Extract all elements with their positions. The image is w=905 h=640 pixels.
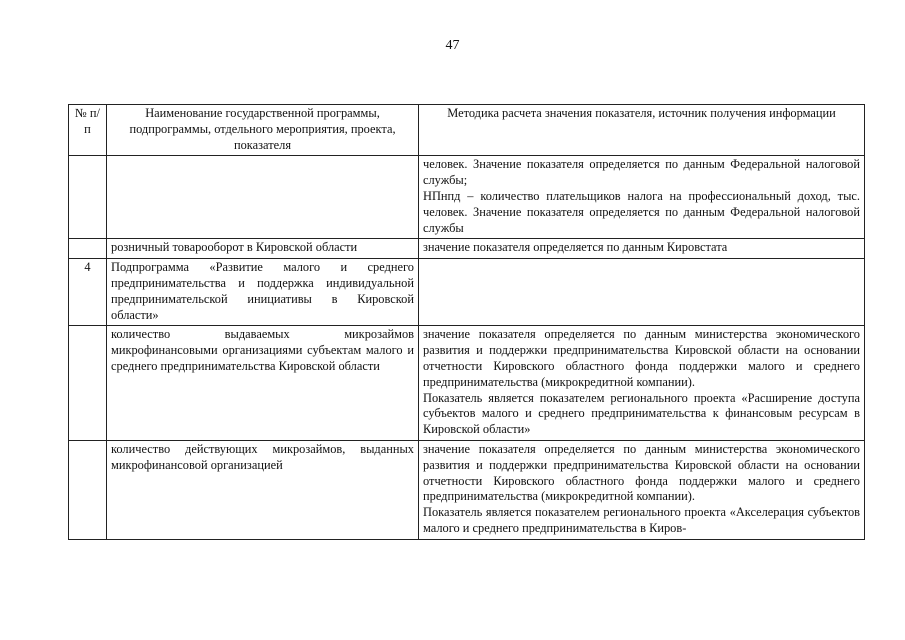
method-paragraph: Показатель является показателем регионального проекта «Расширение доступа субъектов малого и среднего предпринимательства к финансовым ресурсам в Кировской области» [423,390,860,437]
method-paragraph: НПнпд – количество плательщиков налога на профессиональный доход, тыс. человек. Значение показателя определяется по данным Федеральной налоговой службы [423,188,860,235]
table-row [69,259,865,326]
row-name: количество действующих микрозаймов, выданных микрофинансовой организацией [107,440,419,539]
method-paragraph: Показатель является показателем регионального проекта «Акселерация субъектов малого и среднего предпринимательства в Киров- [423,505,860,535]
table-row [69,440,865,539]
row-number [69,239,107,259]
row-number [69,440,107,539]
row-name: розничный товарооборот в Кировской области [107,239,419,259]
row-number: 4 [69,259,107,326]
table-row [69,156,865,239]
row-method [419,440,865,539]
row-method [419,326,865,441]
table-row [69,239,865,259]
row-method [419,259,865,326]
row-name: количество выдаваемых микрозаймов микрофинансовыми организациями субъектам малого и среднего предпринимательства Кировской области [107,326,419,441]
row-number [69,326,107,441]
header-name: Наименование государственной программы, подпрограммы, отдельного мероприятия, проекта, показателя [107,105,419,156]
row-method [419,156,865,239]
row-method [419,239,865,259]
header-number: № п/п [69,105,107,156]
header-method: Методика расчета значения показателя, источник получения информации [419,105,865,156]
indicators-table [68,104,865,540]
method-paragraph: значение показателя определяется по данным министерства экономического развития и поддержки предпринимательства Кировской области на основании отчетности Кировского областного фонда поддержки малого и среднего предпринимательства (микрокредитной компании). [423,441,860,504]
method-paragraph: значение показателя определяется по данным Кировстата [423,240,728,255]
table-header-row [69,105,865,156]
row-name: Подпрограмма «Развитие малого и среднего предпринимательства и поддержка индивидуальной предпринимательской инициативы в Кировской области» [107,259,419,326]
method-paragraph: значение показателя определяется по данным министерства экономического развития и поддержки предпринимательства Кировской области на основании отчетности Кировского областного фонда поддержки малого и среднего предпринимательства (микрокредитной компании). [423,327,860,389]
page-number: 47 [445,38,460,53]
row-number [69,156,107,239]
row-name [107,156,419,239]
method-paragraph: человек. Значение показателя определяется по данным Федеральной налоговой службы; [423,157,860,188]
table-row [69,326,865,441]
